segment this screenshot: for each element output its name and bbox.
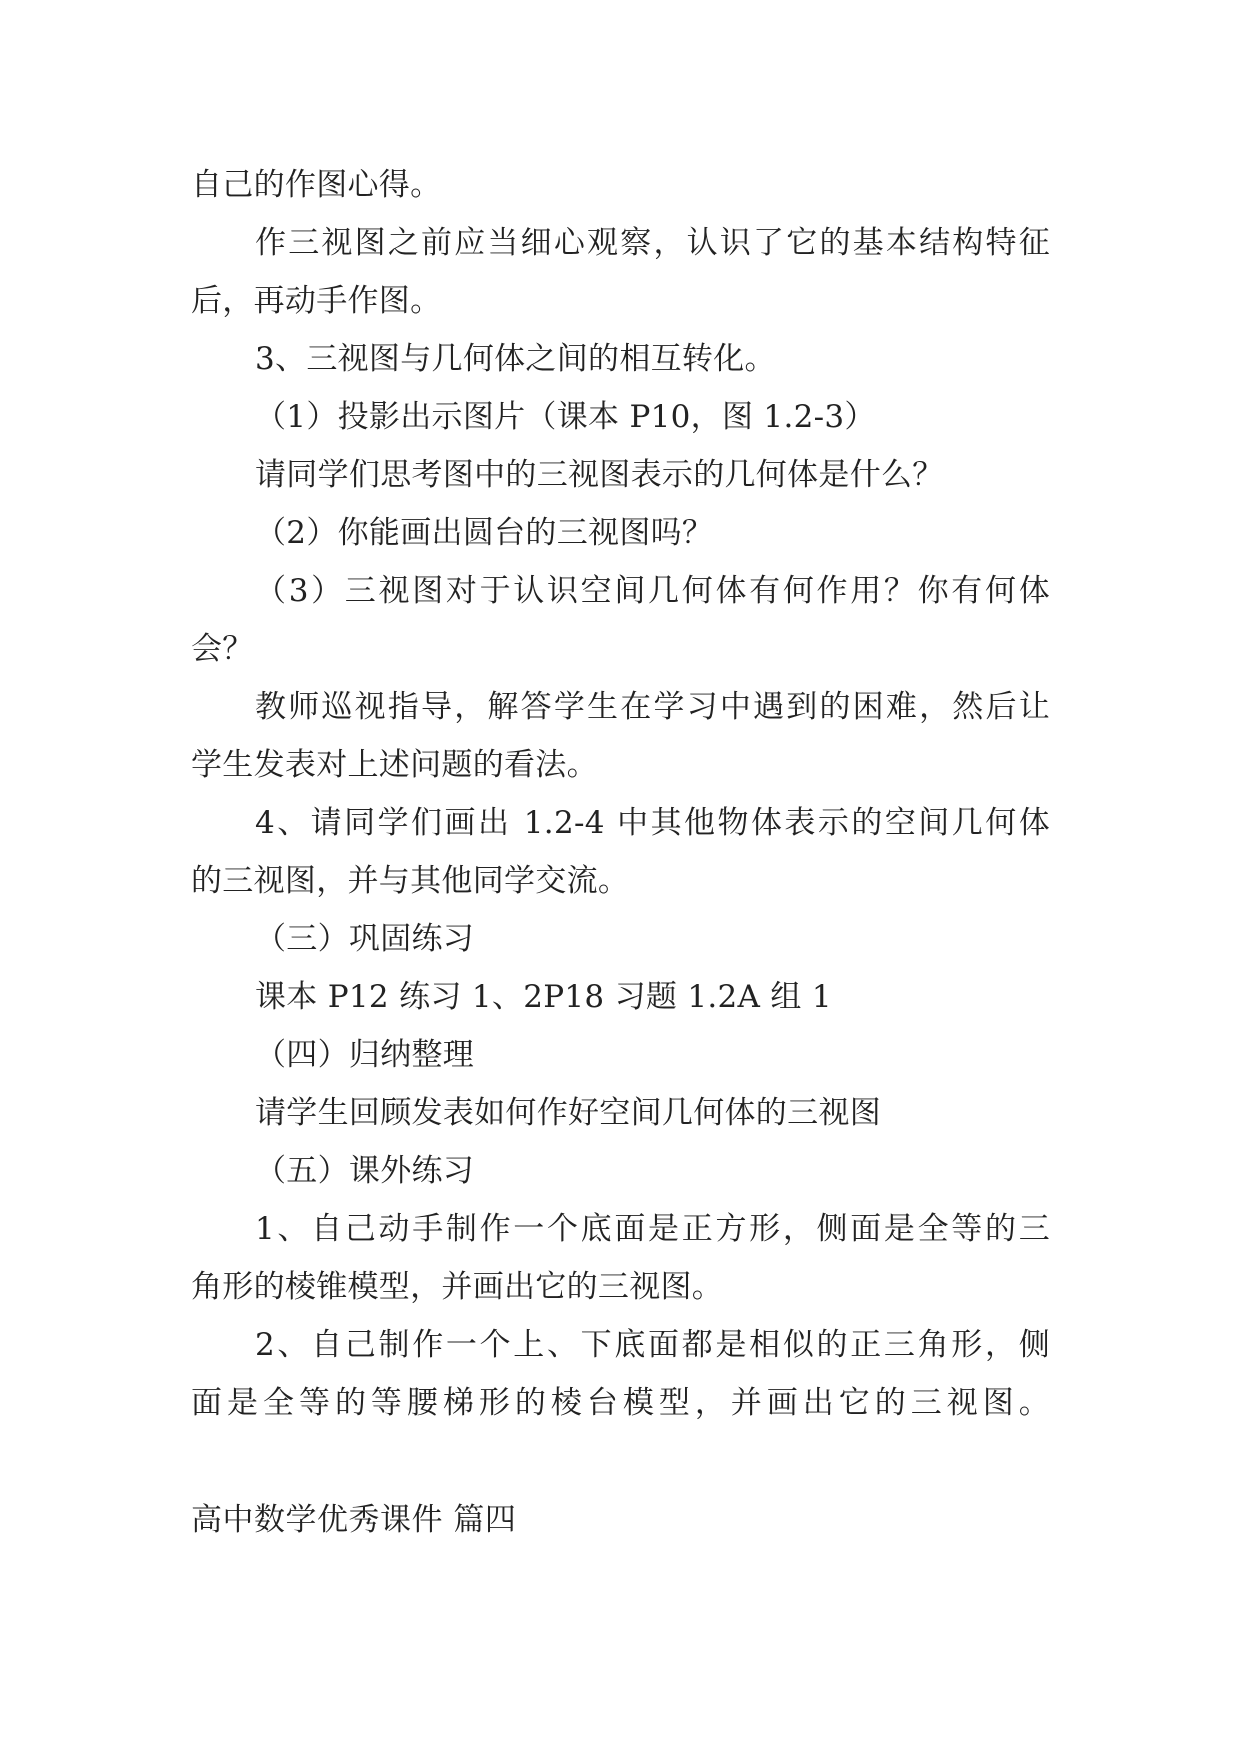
text-line: 1、自己动手制作一个底面是正方形，侧面是全等的三 [255,1211,1050,1247]
text-line: 面是全等的等腰梯形的棱台模型，并画出它的三视图。 [191,1385,1050,1421]
text-line: 作三视图之前应当细心观察，认识了它的基本结构特征 [255,225,1050,261]
text-line: 请同学们思考图中的三视图表示的几何体是什么？ [255,457,944,493]
text-line: 3、三视图与几何体之间的相互转化。 [255,341,776,377]
text-line: 后，再动手作图。 [191,283,442,319]
text-line: （2）你能画出圆台的三视图吗？ [255,515,714,551]
text-line: （3）三视图对于认识空间几何体有何作用？你有何体 [255,573,1050,609]
text-line: 会？ [191,631,254,667]
text-line: （三）巩固练习 [255,921,475,957]
text-line: （四）归纳整理 [255,1037,475,1073]
text-line: （五）课外练习 [255,1153,475,1189]
text-line: 教师巡视指导，解答学生在学习中遇到的困难，然后让 [255,689,1050,725]
text-line: 角形的棱锥模型，并画出它的三视图。 [191,1269,724,1305]
text-line: 学生发表对上述问题的看法。 [191,747,598,783]
text-line: 课本 P12 练习 1、2P18 习题 1.2A 组 1 [255,979,832,1015]
text-line: 4、请同学们画出 1.2-4 中其他物体表示的空间几何体 [255,805,1050,841]
text-line: 请学生回顾发表如何作好空间几何体的三视图 [255,1095,881,1131]
text-line: 2、自己制作一个上、下底面都是相似的正三角形，侧 [255,1327,1050,1363]
text-line: 自己的作图心得。 [191,167,442,203]
text-line: 的三视图，并与其他同学交流。 [191,863,630,899]
section-heading: 高中数学优秀课件 篇四 [191,1502,517,1538]
text-line: （1）投影出示图片（课本 P10，图 1.2-3） [255,399,876,435]
